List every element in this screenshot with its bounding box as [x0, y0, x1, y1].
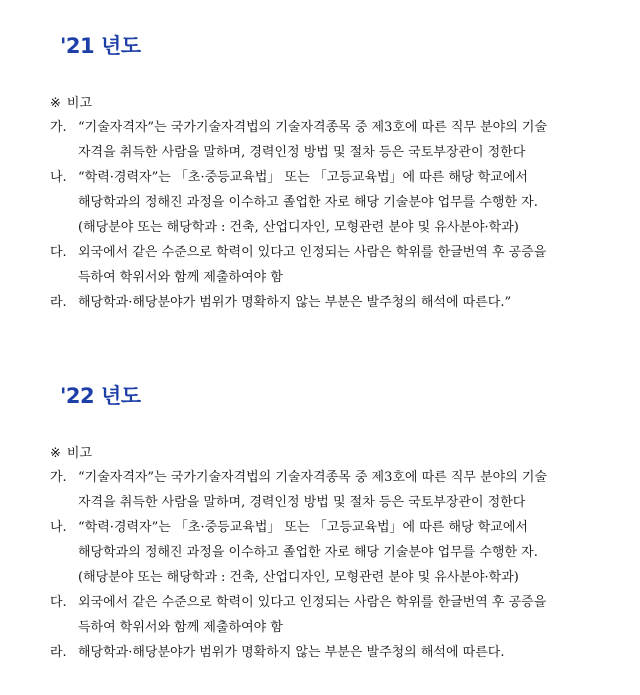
item-label: 라.: [50, 295, 67, 310]
item-label: 다.: [50, 245, 67, 260]
item-line: 자격을 취득한 사람을 말하며, 경력인정 방법 및 절차 등은 국토부장관이 정한다: [78, 495, 526, 510]
item-line: “학력·경력자”는 「초·중등교육법」 또는 「고등교육법」에 따른 해당 학교에서: [78, 520, 528, 535]
item-label: 가.: [50, 120, 67, 135]
item-line: 해당학과·해당분야가 범위가 명확하지 않는 부분은 발주청의 해석에 따른다.: [78, 645, 505, 660]
section-year-heading: '21 년도: [60, 34, 141, 58]
item-line: 외국에서 같은 수준으로 학력이 있다고 인정되는 사람은 학위를 한글번역 후 공증을: [78, 245, 547, 260]
note-item-na: [50, 515, 610, 590]
item-label: 다.: [50, 595, 67, 610]
note-title: 비고: [66, 96, 93, 111]
item-line: (해당분야 또는 해당학과 : 건축, 산업디자인, 모형관련 분야 및 유사분야·학과): [78, 220, 519, 235]
item-label: 나.: [50, 170, 67, 185]
item-label: 라.: [50, 645, 67, 660]
reference-mark-icon: ※: [50, 96, 61, 111]
item-label: 가.: [50, 470, 67, 485]
note-item-na: [50, 165, 610, 240]
note-item-ra: [50, 640, 610, 665]
note-list: [50, 465, 610, 665]
note-item-ga: [50, 115, 610, 165]
note-title: 비고: [66, 446, 93, 461]
item-line: 외국에서 같은 수준으로 학력이 있다고 인정되는 사람은 학위를 한글번역 후 공증을: [78, 595, 547, 610]
item-line: “기술자격자”는 국가기술자격법의 기술자격종목 중 제3호에 따른 직무 분야의 기술: [78, 470, 548, 485]
note-heading: [50, 442, 92, 461]
item-line: 득하여 학위서와 함께 제출하여야 함: [78, 620, 283, 635]
reference-mark-icon: ※: [50, 446, 61, 461]
item-line: “학력·경력자”는 「초·중등교육법」 또는 「고등교육법」에 따른 해당 학교에서: [78, 170, 528, 185]
item-line: 해당학과·해당분야가 범위가 명확하지 않는 부분은 발주청의 해석에 따른다.”: [78, 295, 512, 310]
note-item-ra: [50, 290, 610, 315]
item-line: “기술자격자”는 국가기술자격법의 기술자격종목 중 제3호에 따른 직무 분야의 기술: [78, 120, 548, 135]
item-line: 득하여 학위서와 함께 제출하여야 함: [78, 270, 283, 285]
item-line: 해당학과의 정해진 과정을 이수하고 졸업한 자로 해당 기술분야 업무를 수행한 자.: [78, 545, 538, 560]
item-line: (해당분야 또는 해당학과 : 건축, 산업디자인, 모형관련 분야 및 유사분야·학과): [78, 570, 519, 585]
note-item-ga: [50, 465, 610, 515]
note-item-da: [50, 240, 610, 290]
note-heading: [50, 92, 92, 111]
section-year-heading: '22 년도: [60, 384, 141, 408]
note-item-da: [50, 590, 610, 640]
item-line: 자격을 취득한 사람을 말하며, 경력인정 방법 및 절차 등은 국토부장관이 정한다: [78, 145, 526, 160]
note-list: [50, 115, 610, 315]
item-line: 해당학과의 정해진 과정을 이수하고 졸업한 자로 해당 기술분야 업무를 수행한 자.: [78, 195, 538, 210]
item-label: 나.: [50, 520, 67, 535]
